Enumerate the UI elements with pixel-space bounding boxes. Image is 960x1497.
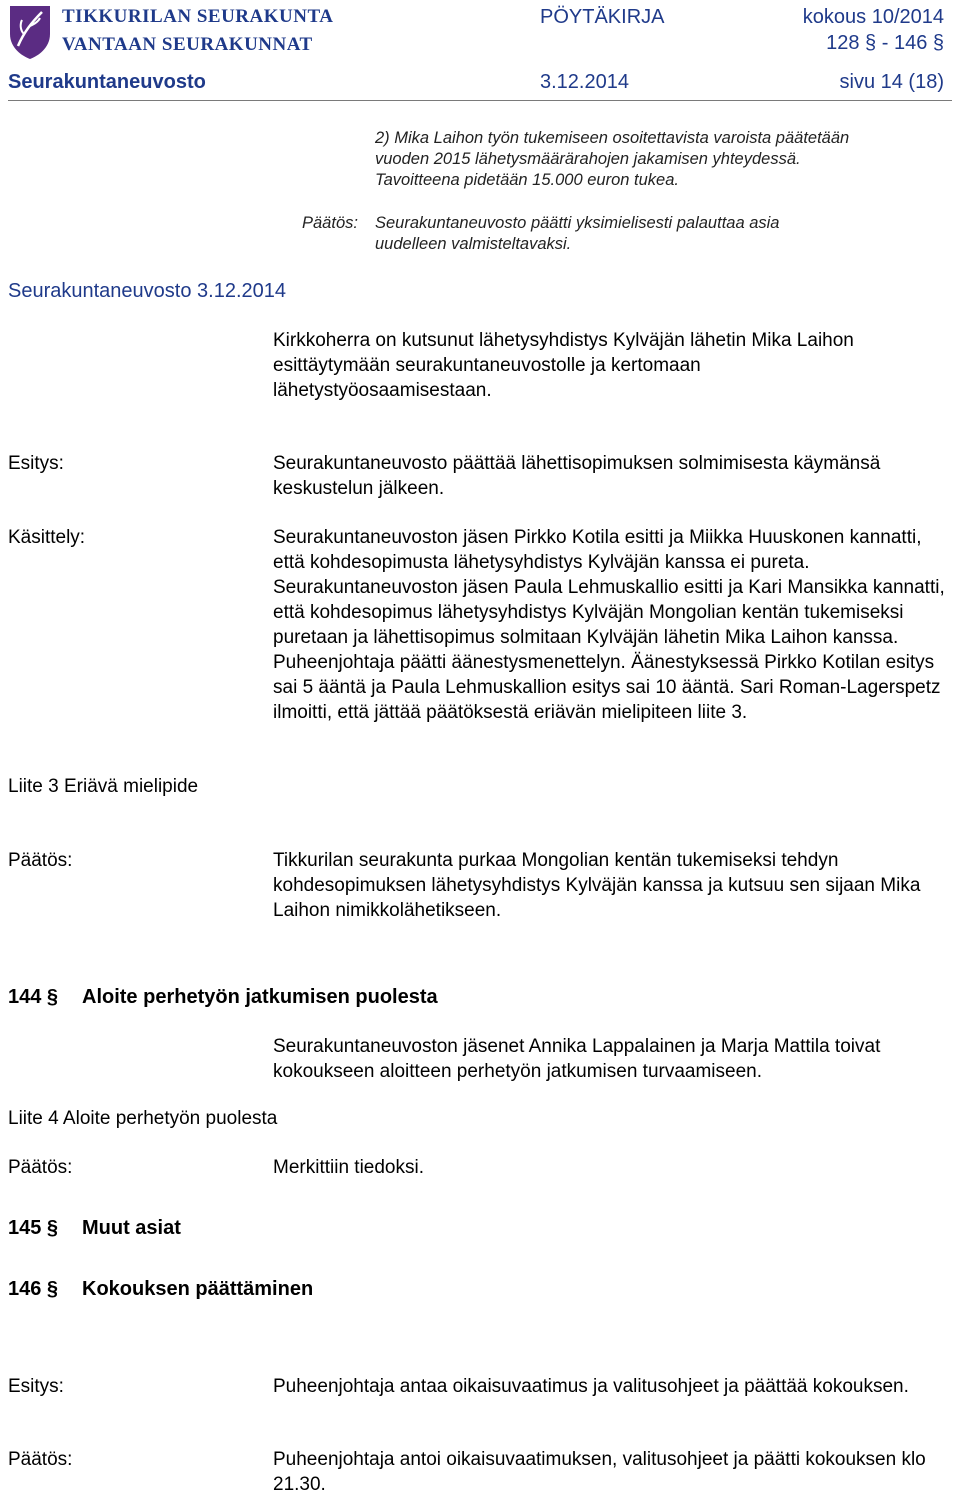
previous-decision-text: Seurakuntaneuvosto päätti yksimielisesti palauttaa asia uudelleen valmisteltavaksi.	[375, 214, 780, 253]
handling-text: Seurakuntaneuvoston jäsen Pirkko Kotila esitti ja Miikka Huuskonen kannatti, että kohdesopimusta lähetysyhdistys Kylväjän kanssa ei pureta. Seurakuntaneuvoston jäsen Paula Lehmuskallio esitti ja Kari Mansikka kannatti, että kohdesopimus lähetysyhdistys Kylväjän Mongolian kentän tukemiseksi puretaan ja lähettisopimus solmitaan Kylväjän lähetin Mika Laihon kanssa. Puheenjohtaja päätti äänestysmenettelyn. Äänestyksessä Pirkko Kotilan esitys sai 5 ääntä ja Paula Lehmuskallion esitys sai 10 ääntä. Sari Roman-Lagerspetz ilmoitti, että jättää päätöksestä eriävän mielipiteen liite 3.	[273, 527, 945, 723]
item-intro: Kirkkoherra on kutsunut lähetysyhdistys Kylväjän lähetin Mika Laihon esittäytymään seurakuntaneuvostolle ja kertomaan lähetystyöosaamisestaan.	[273, 330, 854, 401]
page-number: sivu 14 (18)	[839, 71, 944, 93]
attachment-3-link[interactable]: Liite 3 Eriävä mielipide	[8, 776, 199, 797]
shield-emblem-icon	[8, 4, 52, 60]
item-146-decision-text: Puheenjohtaja antoi oikaisuvaatimuksen, valitusohjeet ja päätti kokouksen klo 21.30.	[273, 1449, 926, 1495]
attachment-4-link[interactable]: Liite 4 Aloite perhetyön puolesta	[8, 1108, 278, 1129]
meeting-reference: Seurakuntaneuvosto 3.12.2014	[8, 280, 286, 302]
section-range: 128 § - 146 §	[826, 32, 944, 54]
header-divider	[8, 100, 952, 101]
meeting-date: 3.12.2014	[540, 71, 629, 93]
proposal-text: Seurakuntaneuvosto päättää lähettisopimuksen solmimisesta käymänsä keskustelun jälkeen.	[273, 453, 881, 499]
body-name: Seurakuntaneuvosto	[8, 71, 206, 93]
item-144-text: Seurakuntaneuvoston jäsenet Annika Lappalainen ja Marja Mattila toivat kokoukseen aloitteen perhetyön jatkumisen turvaamiseen.	[273, 1036, 881, 1082]
organization-name-line1: TIKKURILAN SEURAKUNTA	[62, 6, 334, 27]
organization-name-line2: VANTAAN SEURAKUNNAT	[62, 34, 313, 55]
decision-text: Tikkurilan seurakunta purkaa Mongolian kentän tukemiseksi tehdyn kohdesopimuksen lähetysyhdistys Kylväjän kanssa ja kutsuu sen sijaan Mika Laihon nimikkolähetikseen.	[273, 850, 921, 921]
item-144-number: 144 §	[8, 986, 59, 1008]
previous-item-text: 2) Mika Laihon työn tukemiseen osoitettavista varoista päätetään vuoden 2015 lähetysmäärärahojen jakamisen yhteydessä. Tavoitteena pidetään 15.000 euron tukea.	[375, 129, 850, 189]
item-146-proposal-text: Puheenjohtaja antaa oikaisuvaatimus ja valitusohjeet ja päättää kokouksen.	[273, 1376, 909, 1397]
handling-label: Käsittely:	[8, 527, 86, 548]
item-146-title: Kokouksen päättäminen	[82, 1278, 314, 1300]
item-144-title: Aloite perhetyön jatkumisen puolesta	[82, 986, 438, 1008]
item-146-number: 146 §	[8, 1278, 59, 1300]
item-145-title: Muut asiat	[82, 1217, 181, 1239]
decision-label: Päätös:	[8, 850, 73, 871]
item-146-proposal-label: Esitys:	[8, 1376, 64, 1397]
church-logo	[8, 4, 52, 60]
item-144-decision-text: Merkittiin tiedoksi.	[273, 1157, 424, 1178]
previous-decision-label: Päätös:	[302, 214, 358, 232]
document-type: PÖYTÄKIRJA	[540, 6, 665, 28]
meeting-number: kokous 10/2014	[802, 6, 944, 28]
item-145-number: 145 §	[8, 1217, 59, 1239]
item-146-decision-label: Päätös:	[8, 1449, 73, 1470]
item-144-decision-label: Päätös:	[8, 1157, 73, 1178]
proposal-label: Esitys:	[8, 453, 64, 474]
